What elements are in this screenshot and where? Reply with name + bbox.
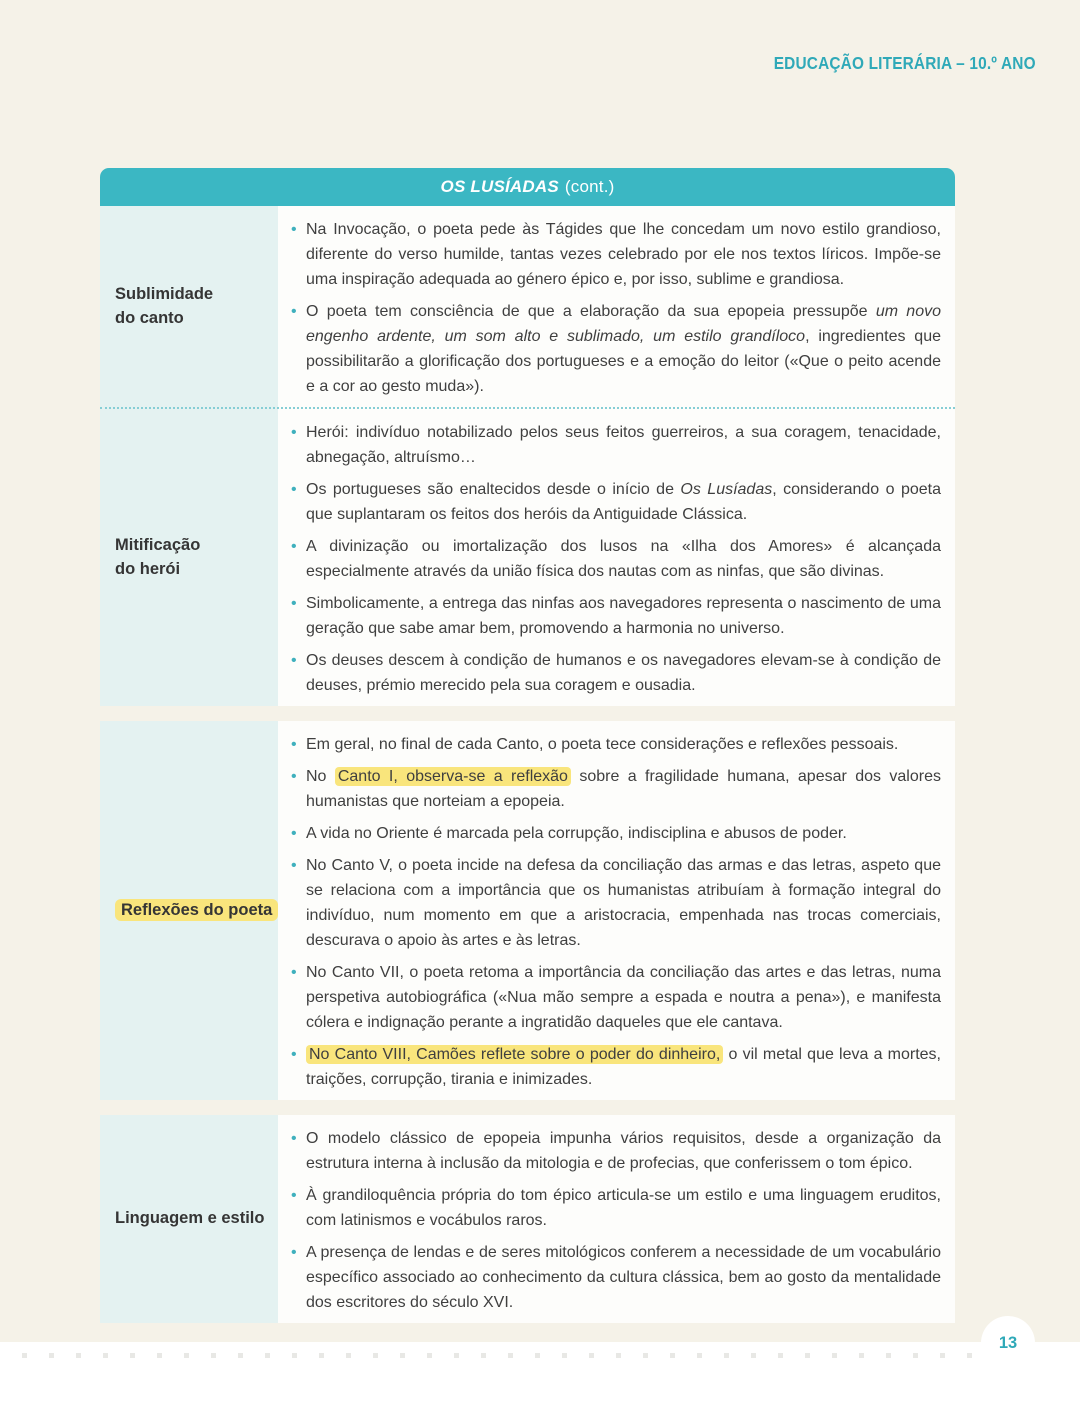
bullet-icon: • — [291, 768, 297, 785]
bullet-item — [291, 648, 941, 698]
row-label-cell — [100, 409, 278, 706]
table-block — [100, 1115, 955, 1323]
bullet-icon: • — [291, 825, 297, 842]
bullet-text — [306, 538, 941, 580]
bullet-item — [291, 1183, 941, 1233]
page-number-badge — [981, 1316, 1035, 1370]
text-segment: Os portugueses são enaltecidos desde o início de — [306, 481, 681, 498]
bullet-icon: • — [291, 221, 297, 238]
page-bottom-strip — [0, 1342, 1080, 1406]
text-segment: O modelo clássico de epopeia impunha vários requisitos, desde a organização da estrutura interna à inclusão da mitologia e de profecias, que conferissem o tom épico. — [306, 1130, 941, 1172]
table-block — [100, 168, 955, 706]
row-label-cell — [100, 206, 278, 407]
row-separator — [100, 407, 955, 409]
row-label — [115, 899, 278, 922]
row-label-cell — [100, 721, 278, 1100]
bullet-text — [306, 221, 941, 288]
bullet-text — [306, 1130, 941, 1172]
bullet-text — [306, 825, 847, 842]
row-label-line: Sublimidade — [115, 285, 214, 304]
bullet-item — [291, 591, 941, 641]
table-row — [100, 721, 955, 1100]
bullet-icon: • — [291, 1130, 297, 1147]
bullet-item — [291, 1126, 941, 1176]
row-label-line: Reflexões do poeta — [121, 900, 273, 919]
bullet-text — [306, 481, 941, 523]
text-segment: , ingredientes que possibilitarão a glorificação dos portugueses e a emoção do leitor («Que o peito acende e a cor ao gesto muda»). — [306, 328, 942, 395]
bullet-item — [291, 1042, 941, 1092]
text-segment: A presença de lendas e de seres mitológicos conferem a necessidade de um vocabulário específico associado ao conhecimento da cultura clássica, bem ao gosto da mentalidade dos escritores do século XVI. — [306, 1244, 941, 1311]
table-title-suffix: (cont.) — [564, 177, 615, 196]
row-label-cell — [100, 1115, 278, 1323]
table-title: OS LUSÍADAS — [440, 177, 559, 196]
text-segment: Na Invocação, o poeta pede às Tágides que lhe concedam um novo estilo grandioso, diferente do verso humilde, tantas vezes celebrado por ele nos textos líricos. Impõe-se uma inspiração adequada ao género épico e, por isso, sublime e grandiosa. — [306, 221, 941, 288]
text-segment: A vida no Oriente é marcada pela corrupção, indisciplina e abusos de poder. — [306, 825, 847, 842]
bullet-icon: • — [291, 481, 297, 498]
table-row — [100, 409, 955, 706]
text-segment: No — [306, 768, 335, 785]
bullet-icon: • — [291, 424, 297, 441]
table-row — [100, 1115, 955, 1323]
bullet-text — [306, 1187, 941, 1229]
text-segment: , considerando o poeta que suplantaram os feitos dos heróis da Antiguidade Clássica. — [306, 481, 942, 523]
bullet-text — [306, 652, 941, 694]
bullet-text — [306, 1244, 941, 1311]
bullet-icon: • — [291, 595, 297, 612]
text-segment: No Canto VII, o poeta retoma a importância da conciliação das artes e das letras, numa perspetiva autobiográfica («Nua mão sempre a espada e noutra a pena»), e manifesta cólera e indignação perante a ingratidão daqueles que ele cantava. — [306, 964, 941, 1031]
italic-text: um novo engenho ardente, um som alto e sublimado, um estilo grandíloco — [306, 303, 942, 345]
bullet-icon: • — [291, 1187, 297, 1204]
bullet-icon: • — [291, 652, 297, 669]
bullet-item — [291, 821, 941, 846]
bullet-icon: • — [291, 1244, 297, 1261]
bullet-text — [306, 424, 941, 466]
bullet-icon: • — [291, 303, 297, 320]
bullet-text — [306, 1045, 941, 1088]
bullet-item — [291, 420, 941, 470]
text-segment: Em geral, no final de cada Canto, o poeta tece considerações e reflexões pessoais. — [306, 736, 899, 753]
text-segment: sobre a fragilidade humana, apesar dos valores humanistas que norteiam a epopeia. — [306, 768, 941, 810]
bullet-item — [291, 764, 941, 814]
row-label — [115, 283, 213, 329]
highlighted-text: Canto I, observa-se a reflexão — [335, 767, 571, 786]
row-label-line: Linguagem e estilo — [115, 1209, 265, 1228]
table-title-bar — [100, 168, 955, 206]
row-content-cell — [278, 206, 955, 407]
bullet-item — [291, 853, 941, 953]
bullet-item — [291, 534, 941, 584]
bullet-item — [291, 732, 941, 757]
perforation-dots — [22, 1353, 980, 1358]
page-header: EDUCAÇÃO LITERÁRIA – 10.º ANO — [773, 53, 1036, 73]
bullet-text — [306, 736, 898, 753]
bullet-item — [291, 1240, 941, 1315]
text-segment: À grandiloquência própria do tom épico articula-se um estilo e uma linguagem eruditos, com latinismos e vocábulos raros. — [306, 1187, 941, 1229]
bullet-item — [291, 477, 941, 527]
bullet-text — [306, 303, 941, 395]
row-content-cell — [278, 1115, 955, 1323]
text-segment: O poeta tem consciência de que a elaboração da sua epopeia pressupõe — [306, 303, 876, 320]
row-label-highlight — [115, 899, 278, 921]
row-label-line: do herói — [115, 559, 181, 578]
bullet-item — [291, 299, 941, 399]
bullet-icon: • — [291, 857, 297, 874]
row-content-cell — [278, 721, 955, 1100]
italic-text: Os Lusíadas — [680, 481, 773, 498]
text-segment: Os deuses descem à condição de humanos e os navegadores elevam-se à condição de deuses, prémio merecido pela sua coragem e ousadia. — [306, 652, 941, 694]
study-table — [100, 168, 955, 1338]
bullet-item — [291, 217, 941, 292]
text-segment: Simbolicamente, a entrega das ninfas aos navegadores representa o nascimento de uma geração que sabe amar bem, promovendo a harmonia no universo. — [306, 595, 941, 637]
bullet-icon: • — [291, 1046, 297, 1063]
table-block — [100, 721, 955, 1100]
text-segment: o vil metal que leva a mortes, traições, corrupção, tirania e inimizades. — [306, 1046, 942, 1088]
row-label-line: do canto — [115, 308, 184, 327]
page-number: 13 — [998, 1333, 1018, 1352]
bullet-text — [306, 964, 941, 1031]
bullet-text — [306, 857, 941, 949]
table-row — [100, 206, 955, 407]
bullet-text — [306, 767, 941, 810]
highlighted-text: No Canto VIII, Camões reflete sobre o poder do dinheiro, — [306, 1045, 723, 1064]
bullet-icon: • — [291, 538, 297, 555]
bullet-text — [306, 595, 941, 637]
row-label — [115, 534, 200, 580]
row-label — [115, 1207, 264, 1230]
bullet-icon: • — [291, 736, 297, 753]
bullet-item — [291, 960, 941, 1035]
row-label-line: Mitificação — [115, 536, 201, 555]
bullet-icon: • — [291, 964, 297, 981]
text-segment: Herói: indivíduo notabilizado pelos seus feitos guerreiros, a sua coragem, tenacidade, abnegação, altruísmo… — [306, 424, 941, 466]
text-segment: No Canto V, o poeta incide na defesa da conciliação das armas e das letras, aspeto que se relaciona com a importância que os humanistas atribuíam à formação integral do indivíduo, num momento em que a aristocracia, empenhada nas trocas comerciais, descurava o apoio às artes e às letras. — [306, 857, 941, 949]
row-content-cell — [278, 409, 955, 706]
text-segment: A divinização ou imortalização dos lusos na «Ilha dos Amores» é alcançada especialmente através da união física dos nautas com as ninfas, que são divinas. — [306, 538, 941, 580]
